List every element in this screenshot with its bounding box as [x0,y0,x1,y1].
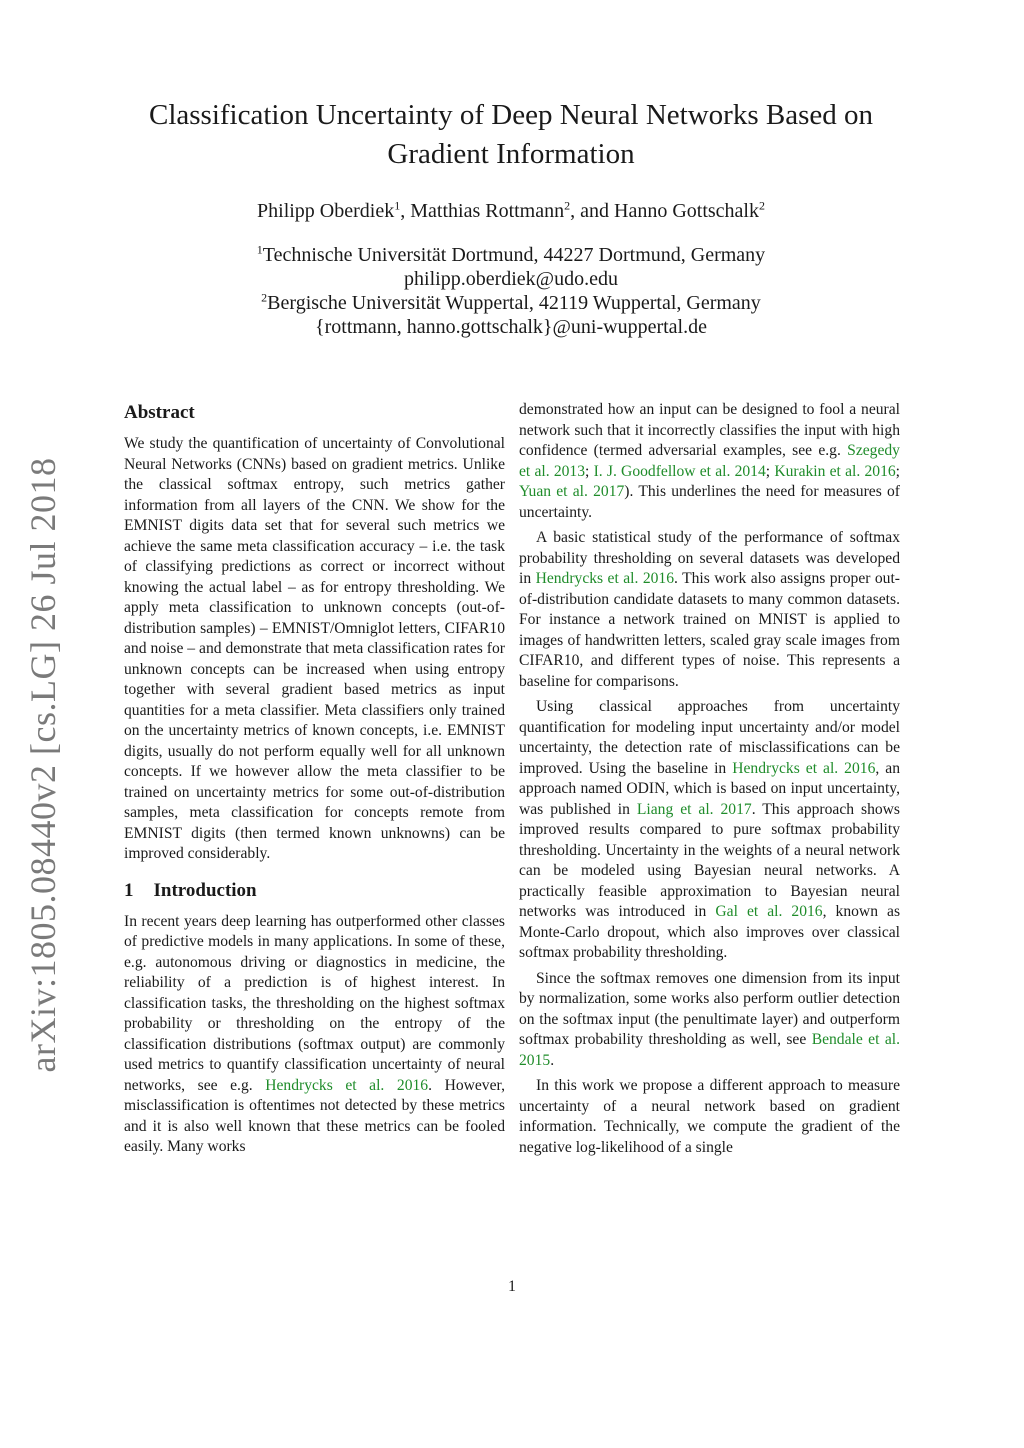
text-run: A basic statistical study of the performance of softmax probability thresholding on several datasets was developed in [519,529,900,587]
author-list: Philipp Oberdiek$^1$, Matthias Rottmann$^2$, and Hanno Gottschalk$^2$ [257,198,765,222]
citation-link[interactable]: Yuan et al. 2017 [519,483,625,500]
text-run: . However, misclassification is oftentimes not detected by these metrics and it is also well known that these metrics can be fooled easily. Many works [124,1076,505,1155]
section-title: Introduction [153,879,257,901]
text-run: Using classical approaches from uncertainty quantification for modeling input uncertainty and/or model uncertainty, the detection rate of misclassifications can be improved. Using the baseline in [519,698,900,777]
text-run: ; [585,462,594,480]
text-run: , known as Monte-Carlo dropout, which also improves over classical softmax probability thresholding. [519,903,901,961]
section-heading-introduction [124,878,505,904]
affil-mark: 1 [256,242,263,257]
right-column [519,400,900,1163]
email: {rottmann, hanno.gottschalk}@uni-wuppertal.de [315,316,707,338]
affil-mark: 2 [564,198,571,213]
author-name: Philipp Oberdiek [257,200,395,222]
paragraph [519,528,900,692]
text-run: . [550,1051,555,1069]
text-run: In recent years deep learning has outperformed other classes of predictive models in many applications. In some of these, e.g. autonomous driving or diagnostics in medicine, the reliability of a prediction is of highest interest. In classification tasks, the thresholding on the highest softmax probability or thresholding on the entropy of the classification distributions (softmax output) are commonly used metrics to quantify classification uncertainty of neural networks, see e.g. [124,912,505,1094]
text-run: demonstrated how an input can be designed to fool a neural network such that it incorrectly classifies the input with high confidence (termed adversarial examples, see e.g. [519,401,900,459]
page-number: 1 [508,1278,516,1295]
section-number: 1 [124,879,134,901]
affiliations [120,243,902,339]
author-name: Matthias Rottmann [410,200,565,222]
affil-mark: 1 [394,198,401,213]
text-run: , an approach named ODIN, which is based on input uncertainty, was published in [519,759,900,818]
affiliation-2 [120,291,902,315]
text-run: Since the softmax removes one dimension from its input by normalization, some works also perform outlier detection on the softmax input (the penultimate layer) and outperform softmax probability thresholding as well, see [519,969,900,1048]
citation-link[interactable]: Liang et al. 2017 [636,800,752,818]
text-run: ; [895,462,901,480]
citation-link[interactable]: Kurakin et al. 2016 [774,462,896,480]
citation-link[interactable]: I. J. Goodfellow et al. 2014 [593,462,766,480]
citation-link[interactable]: Gal et al. 2016 [715,903,823,920]
author-name: and Hanno Gottschalk [580,200,759,222]
paragraph [519,969,900,1072]
citation-link[interactable]: Bendale et al. 2015 [519,1031,900,1069]
institution: Bergische Universität Wuppertal, 42119 Wuppertal, Germany [267,292,761,314]
intro-paragraph [124,912,505,1158]
paragraph [519,400,900,523]
citation-link[interactable]: Hendrycks et al. 2016 [535,570,675,587]
email: philipp.oberdiek@udo.edu [404,268,618,290]
left-column [124,400,505,1163]
paragraph: In this work we propose a different approach to measure uncertainty of a neural network based on gradient information. Technically, we compute the gradient of the negative log-likelihood of a single [519,1077,900,1156]
affil-mark: 2 [261,290,268,305]
institution: Technische Universität Dortmund, 44227 Dortmund, Germany [262,244,766,266]
abstract-heading: Abstract [124,402,195,423]
text-run: . This approach shows improved results compared to pure softmax probability thresholding. Uncertainty in the weights of a neural network can be modeled using Bayesian neural networks. A practically feasible approximation to Bayesian neural networks was introduced in [519,800,900,920]
arxiv-stamp: arXiv:1805.08440v2 [cs.LG] 26 Jul 2018 [23,457,63,1073]
affil-mark: 2 [758,198,765,213]
affiliation-1 [120,243,902,267]
paragraph [519,697,900,964]
citation-link[interactable]: Hendrycks et al. 2016 [732,759,876,777]
citation-link[interactable]: Hendrycks et al. 2016 [265,1076,429,1094]
text-run: ). This underlines the need for measures of uncertainty. [519,483,900,521]
citation-link[interactable]: Szegedy et al. 2013 [519,442,900,480]
abstract-text: We study the quantification of uncertainty of Convolutional Neural Networks (CNNs) based on gradient metrics. Unlike the classical softmax entropy, such metrics gather information from all layers of the CNN. We show for the EMNIST digits data set that for several such metrics we achieve the same meta classification accuracy – i.e. the task of classifying predictions as correct or incorrect without knowing the actual label – as for entropy thresholding. We apply meta classification to unknown concepts (out-of-distribution samples) – EMNIST/Omniglot letters, CIFAR10 and noise – and demonstrate that meta classification rates for unknown concepts can be increased when using entropy together with several gradient based metrics as input quantities for a meta classifier. Meta classifiers only trained on the uncertainty metrics of known concepts, i.e. EMNIST digits, usually do not perform equally well for all unknown concepts. If we however allow the meta classifier to be trained on uncertainty metrics for some out-of-distribution samples, meta classification for concepts remote from EMNIST digits (then termed known unknowns) can be improved considerably. [124,435,505,862]
text-run: ; [765,462,775,480]
text-run: . This work also assigns proper out-of-distribution candidate datasets to many common datasets. For instance a network trained on MNIST is applied to images of handwritten letters, scaled gray scale images from CIFAR10, and different types of noise. This represents a baseline for comparisons. [519,570,900,690]
paper-title: Classification Uncertainty of Deep Neural Networks Based on Gradient Information [149,99,873,170]
